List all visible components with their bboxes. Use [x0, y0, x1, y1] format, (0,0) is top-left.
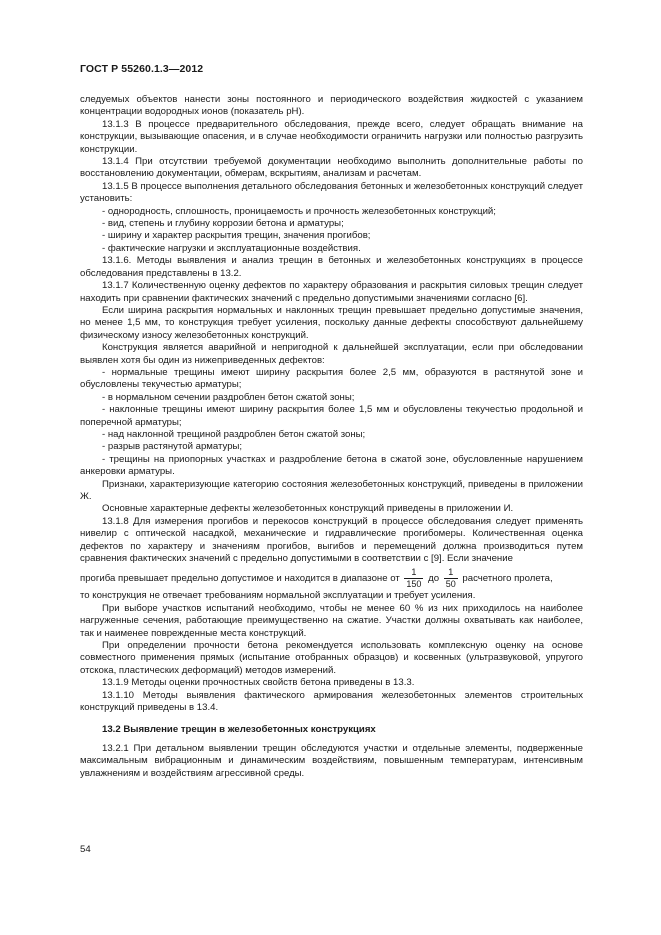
fraction-1-150 — [404, 567, 423, 590]
fraction-numerator: 1 — [404, 567, 423, 579]
fraction-denominator: 50 — [445, 579, 456, 590]
fraction-line-middle: до — [428, 573, 440, 585]
paragraph: Конструкция является аварийной и непригодной к дальнейшей эксплуатации, если при обследовании выявлен хотя бы один из нижеприведенных дефектов: — [80, 342, 583, 366]
paragraph: - ширину и характер раскрытия трещин, значения прогибов; — [102, 230, 371, 242]
fraction-1-50 — [444, 567, 458, 590]
paragraph: - наклонные трещины имеют ширину раскрытия более 1,5 мм и обусловлены текучестью продольной и поперечной арматуры; — [80, 404, 583, 428]
page-number: 54 — [80, 844, 91, 855]
paragraph: Признаки, характеризующие категорию состояния железобетонных конструкций, приведены в приложении Ж. — [80, 478, 583, 502]
paragraph-group-b — [80, 590, 583, 714]
paragraph: - фактические нагрузки и эксплуатационные воздействия. — [102, 242, 361, 254]
paragraph: - однородность, сплошность, проницаемость и прочность железобетонных конструкций; — [102, 205, 496, 217]
paragraph: 13.1.10 Методы выявления фактического армирования железобетонных элементов строительных конструкций приведены в 13.4. — [80, 689, 583, 714]
paragraph: Если ширина раскрытия нормальных и наклонных трещин превышает предельно допустимые значения, но менее 1,5 мм, то конструкция требует усиления, поскольку данные дефекты способствуют дальнейшему физическому износу железобетонных конструкций. — [80, 304, 583, 341]
paragraph: - трещины на приопорных участках и раздробление бетона в сжатой зоне, обусловленные нарушением анкеровки арматуры. — [80, 453, 583, 478]
paragraph: 13.2.1 При детальном выявлении трещин обследуются участки и отдельные элементы, подверженные максимальным вибрационным и динамическим воздействиям, повышенным температурам, интенсивным увлажнениям и воздействиям агрессивной среды. — [80, 742, 583, 779]
paragraph-group-c — [80, 743, 583, 780]
document-body — [80, 94, 583, 780]
paragraph: - разрыв растянутой арматуры; — [102, 441, 243, 453]
paragraph: 13.1.5 В процессе выполнения детального обследования бетонных и железобетонных конструкций следует установить: — [80, 180, 583, 205]
paragraph: - вид, степень и глубину коррозии бетона и арматуры; — [102, 218, 344, 230]
paragraph: - в нормальном сечении раздроблен бетон сжатой зоны; — [102, 391, 355, 403]
page-header: ГОСТ Р 55260.1.3—2012 — [80, 63, 204, 75]
paragraph: При выборе участков испытаний необходимо, чтобы не менее 60 % из них приходилось на наиболее нагруженные сечения, работающие преимущественно на сжатие. Участки должны охватывать как наиболее, так и наименее поврежденные места конструкций. — [80, 602, 583, 639]
paragraph: 13.1.9 Методы оценки прочностных свойств бетона приведены в 13.3. — [102, 677, 415, 689]
fraction-denominator: 150 — [406, 579, 422, 590]
fraction-line-after: расчетного пролета, — [462, 573, 553, 585]
paragraph: 13.1.8 Для измерения прогибов и перекосов конструкций в процессе обследования следует применять нивелир с оптической насадкой, механические и гидравлические прогибомеры. Количественная оценка дефектов по характеру и значениям прогибов, выгибов и перемещений должна производиться путем сравнения фактических значений с предельно допустимыми в соответствии с [9]. Если значение — [80, 515, 583, 565]
paragraph: 13.1.6. Методы выявления и анализ трещин в бетонных и железобетонных конструкциях в процессе обследования представлены в 13.2. — [80, 255, 583, 279]
paragraph: - нормальные трещины имеют ширину раскрытия более 2,5 мм, образуются в растянутой зоне и обусловлены текучестью арматуры; — [80, 366, 583, 391]
paragraph: следуемых объектов нанести зоны постоянного и периодического воздействия жидкостей с указанием концентрации водородных ионов (показатель рН). — [80, 94, 583, 118]
fraction-numerator: 1 — [444, 567, 458, 579]
paragraph: 13.1.4 При отсутствии требуемой документации необходимо выполнить дополнительные работы по восстановлению документации, обмерам, вскрытиям, анализам и расчетам. — [80, 156, 583, 180]
paragraph: При определении прочности бетона рекомендуется использовать комплексную оценку на основе совместного применения прямых (испытание отобранных образцов) и косвенных (ультразвуковой, упругого отскока, пластических деформаций) методов измерений. — [80, 640, 583, 676]
paragraph: Основные характерные дефекты железобетонных конструкций приведены в приложении И. — [102, 503, 514, 515]
fraction-line-before: прогиба превышает предельно допустимое и находится в диапазоне от — [80, 573, 400, 585]
paragraph: то конструкция не отвечает требованиям нормальной эксплуатации и требует усиления. — [80, 590, 476, 602]
paragraph: 13.1.3 В процессе предварительного обследования, прежде всего, следует обращать внимание на конструкции, вызывающие опасения, и в случае необходимости ограничить нагрузки или полностью разгрузить конструкции. — [80, 118, 583, 155]
paragraph: - над наклонной трещиной раздроблен бетон сжатой зоны; — [102, 428, 366, 440]
paragraph: 13.1.7 Количественную оценку дефектов по характеру образования и раскрытия силовых трещин следует находить при сравнении фактических значений с предельно допустимыми значениями согласно [6]. — [80, 280, 583, 304]
section-heading: 13.2 Выявление трещин в железобетонных конструкциях — [102, 723, 376, 735]
fraction-line — [80, 567, 583, 590]
paragraph-group-a — [80, 94, 583, 565]
